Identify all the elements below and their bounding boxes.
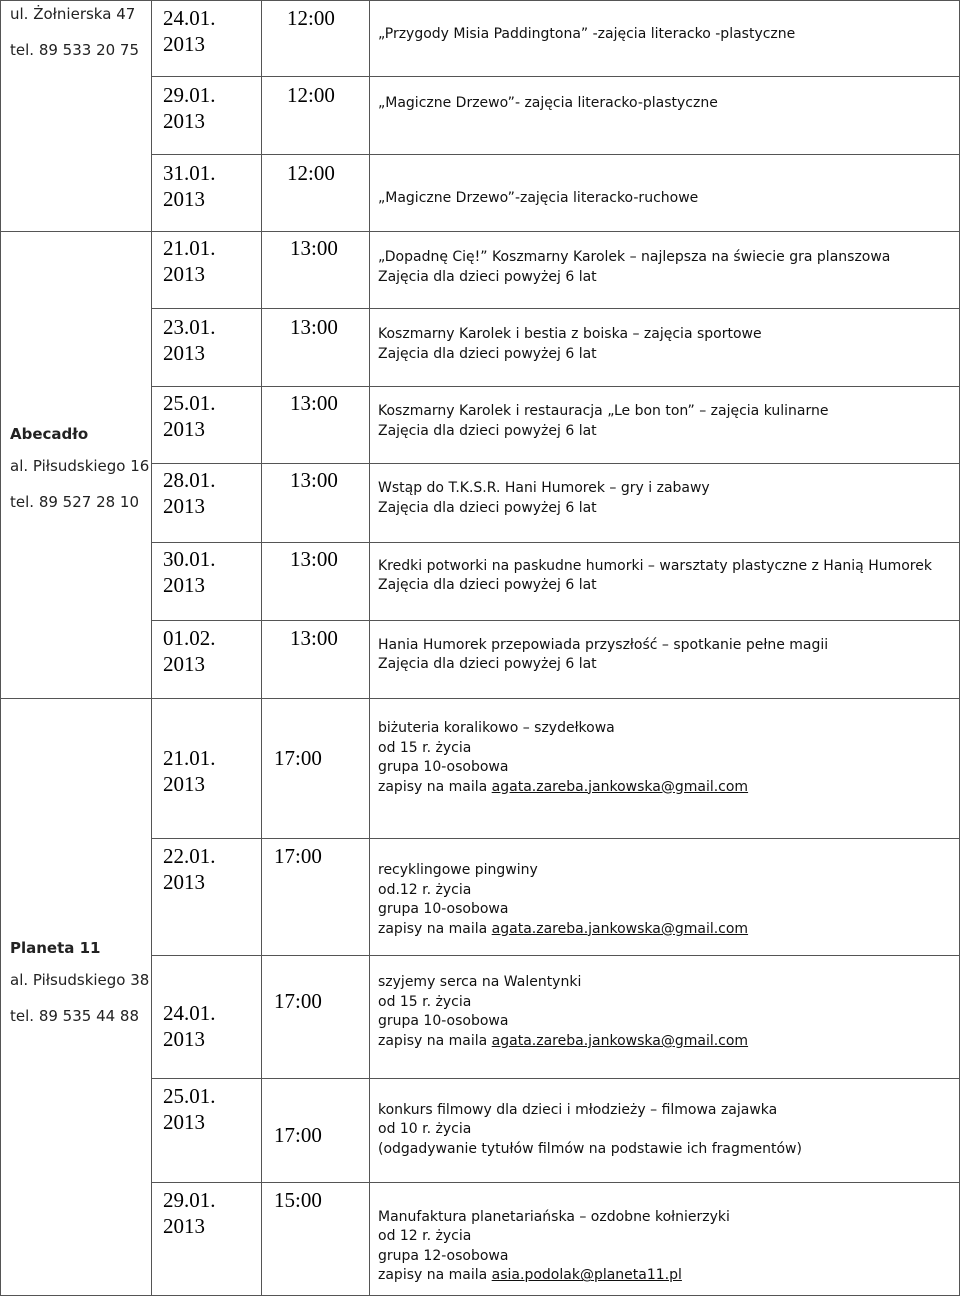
date-wrap xyxy=(163,621,261,677)
date-cell xyxy=(152,77,262,154)
description-cell xyxy=(370,154,960,231)
signup-line xyxy=(378,778,959,798)
event-time: 12:00 xyxy=(287,83,335,108)
event-time: 15:00 xyxy=(274,1187,322,1212)
event-year: 2013 xyxy=(163,1027,205,1052)
time-cell xyxy=(262,232,370,309)
date-wrap xyxy=(163,699,261,797)
signup-prefix: zapisy na maila xyxy=(378,1267,492,1284)
description-cell xyxy=(370,1078,960,1182)
date-cell xyxy=(152,1182,262,1295)
venue-phone: tel. 89 527 28 10 xyxy=(10,493,140,511)
description-line: szyjemy serca na Walentynki xyxy=(378,974,582,991)
description-line: Zajęcia dla dzieci powyżej 6 lat xyxy=(378,268,597,285)
venue-name: Abecadło xyxy=(10,425,89,443)
description-line: Manufaktura planetariańska – ozdobne kołnierzyki xyxy=(378,1208,730,1225)
event-description xyxy=(378,1183,959,1286)
description-cell xyxy=(370,77,960,154)
signup-prefix: zapisy na maila xyxy=(378,1032,492,1049)
description-line: recyklingowe pingwiny xyxy=(378,862,538,879)
time-cell xyxy=(262,956,370,1078)
time-cell xyxy=(262,1078,370,1182)
event-date: 21.01. xyxy=(163,746,216,770)
venue-text xyxy=(10,425,149,511)
event-description xyxy=(378,309,959,364)
event-description xyxy=(378,621,959,675)
description-line: grupa 10-osobowa xyxy=(378,901,509,918)
event-year: 2013 xyxy=(163,772,205,796)
venue-address: al. Piłsudskiego 38 xyxy=(10,971,150,989)
email-link[interactable]: agata.zareba.jankowska@gmail.com xyxy=(491,920,749,937)
event-year: 2013 xyxy=(163,32,205,56)
description-line: grupa 10-osobowa xyxy=(378,759,509,775)
event-time: 17:00 xyxy=(274,989,322,1014)
description-line: Zajęcia dla dzieci powyżej 6 lat xyxy=(378,499,597,516)
description-line: Wstąp do T.K.S.R. Hani Humorek – gry i zabawy xyxy=(378,480,710,497)
email-link[interactable]: asia.podolak@planeta11.pl xyxy=(491,1267,682,1284)
description-cell xyxy=(370,699,960,839)
description-line: Koszmarny Karolek i restauracja „Le bon ton” – zajęcia kulinarne xyxy=(378,403,829,420)
event-description xyxy=(378,1,959,45)
description-line: grupa 12-osobowa xyxy=(378,1247,509,1264)
description-line: Zajęcia dla dzieci powyżej 6 lat xyxy=(378,656,597,673)
event-year: 2013 xyxy=(163,572,205,597)
date-cell xyxy=(152,542,262,620)
date-wrap xyxy=(163,309,261,366)
time-cell xyxy=(262,1182,370,1295)
event-year: 2013 xyxy=(163,417,205,442)
time-cell xyxy=(262,542,370,620)
event-year: 2013 xyxy=(163,262,205,286)
time-cell xyxy=(262,154,370,231)
date-cell xyxy=(152,154,262,231)
venue-name: Planeta 11 xyxy=(10,939,101,957)
venue-cell xyxy=(1,699,152,1296)
venue-cell xyxy=(1,1,152,232)
event-date: 01.02. xyxy=(163,625,216,650)
event-time: 13:00 xyxy=(290,625,338,650)
signup-line xyxy=(378,1266,959,1286)
event-date: 23.01. xyxy=(163,315,216,340)
event-date: 31.01. xyxy=(163,160,216,185)
description-cell xyxy=(370,839,960,956)
event-date: 22.01. xyxy=(163,844,216,869)
venue-text xyxy=(10,5,139,59)
date-wrap xyxy=(163,155,261,212)
description-line: Koszmarny Karolek i bestia z boiska – zajęcia sportowe xyxy=(378,326,762,343)
venue-info xyxy=(10,1,151,231)
description-line: (odgadywanie tytułów filmów na podstawie ich fragmentów) xyxy=(378,1140,802,1157)
description-cell xyxy=(370,387,960,464)
event-date: 24.01. xyxy=(163,6,216,30)
event-year: 2013 xyxy=(163,186,205,211)
signup-line xyxy=(378,920,959,940)
event-date: 28.01. xyxy=(163,468,216,493)
venue-phone: tel. 89 533 20 75 xyxy=(10,41,140,59)
email-link[interactable]: agata.zareba.jankowska@gmail.com xyxy=(491,778,749,795)
date-cell xyxy=(152,309,262,387)
description-line: grupa 10-osobowa xyxy=(378,1013,509,1030)
signup-prefix: zapisy na maila xyxy=(378,778,492,795)
date-cell xyxy=(152,839,262,956)
description-line: Zajęcia dla dzieci powyżej 6 lat xyxy=(378,345,597,362)
time-cell xyxy=(262,77,370,154)
venue-address: al. Piłsudskiego 16 xyxy=(10,457,150,475)
event-year: 2013 xyxy=(163,494,205,519)
event-time: 12:00 xyxy=(287,6,335,30)
event-year: 2013 xyxy=(163,1109,205,1134)
description-cell xyxy=(370,464,960,542)
date-cell xyxy=(152,387,262,464)
event-description xyxy=(378,956,959,1051)
description-line: „Magiczne Drzewo”- zajęcia literacko-plastyczne xyxy=(378,95,718,112)
event-description xyxy=(378,232,959,287)
date-wrap xyxy=(163,387,261,442)
event-year: 2013 xyxy=(163,870,205,895)
event-time: 17:00 xyxy=(274,746,322,770)
date-cell xyxy=(152,464,262,542)
event-description xyxy=(378,155,959,209)
date-cell xyxy=(152,1,262,77)
description-cell xyxy=(370,309,960,387)
time-cell xyxy=(262,1,370,77)
event-time: 17:00 xyxy=(274,844,322,869)
event-date: 29.01. xyxy=(163,1187,216,1212)
event-time: 13:00 xyxy=(290,391,338,416)
description-line: od 15 r. życia xyxy=(378,993,472,1010)
event-time: 17:00 xyxy=(274,1122,322,1147)
event-time: 13:00 xyxy=(290,236,338,260)
venue-info xyxy=(10,232,151,698)
venue-cell xyxy=(1,232,152,699)
description-line: od 12 r. życia xyxy=(378,1228,472,1245)
table-row xyxy=(1,699,960,839)
event-description xyxy=(378,1079,959,1160)
description-cell xyxy=(370,1182,960,1295)
time-cell xyxy=(262,620,370,698)
description-line: od.12 r. życia xyxy=(378,881,472,898)
description-line: biżuteria koralikowo – szydełkowa xyxy=(378,720,615,736)
event-description xyxy=(378,699,959,797)
event-time: 12:00 xyxy=(287,160,335,185)
event-year: 2013 xyxy=(163,1213,205,1238)
description-cell xyxy=(370,1,960,77)
date-cell xyxy=(152,232,262,309)
time-cell xyxy=(262,387,370,464)
event-time: 13:00 xyxy=(290,468,338,493)
description-line: Zajęcia dla dzieci powyżej 6 lat xyxy=(378,577,597,594)
description-line: „Magiczne Drzewo”-zajęcia literacko-ruchowe xyxy=(378,189,699,206)
date-wrap xyxy=(163,77,261,134)
event-date: 25.01. xyxy=(163,391,216,416)
time-cell xyxy=(262,464,370,542)
event-date: 29.01. xyxy=(163,83,216,108)
event-year: 2013 xyxy=(163,651,205,676)
description-line: od 10 r. życia xyxy=(378,1121,472,1138)
date-wrap xyxy=(163,1,261,57)
signup-line xyxy=(378,1032,959,1052)
event-time: 13:00 xyxy=(290,315,338,340)
date-wrap xyxy=(163,543,261,598)
email-link[interactable]: agata.zareba.jankowska@gmail.com xyxy=(491,1032,749,1049)
table-row xyxy=(1,1,960,77)
event-description xyxy=(378,77,959,114)
event-date: 25.01. xyxy=(163,1083,216,1108)
description-cell xyxy=(370,620,960,698)
date-cell xyxy=(152,1078,262,1182)
date-wrap xyxy=(163,1079,261,1135)
description-line: Kredki potworki na paskudne humorki – warsztaty plastyczne z Hanią Humorek xyxy=(378,557,932,574)
event-date: 21.01. xyxy=(163,236,216,260)
event-description xyxy=(378,839,959,939)
event-year: 2013 xyxy=(163,341,205,366)
description-line: „Dopadnę Cię!” Koszmarny Karolek – najlepsza na świecie gra planszowa xyxy=(378,249,891,265)
event-description xyxy=(378,543,959,596)
signup-prefix: zapisy na maila xyxy=(378,920,492,937)
date-cell xyxy=(152,620,262,698)
date-wrap xyxy=(163,464,261,519)
venue-text xyxy=(10,939,149,1025)
venue-address: ul. Żołnierska 47 xyxy=(10,5,136,23)
event-description xyxy=(378,387,959,441)
venue-info xyxy=(10,699,151,1295)
date-wrap xyxy=(163,232,261,287)
date-wrap xyxy=(163,839,261,895)
date-wrap xyxy=(163,956,261,1052)
description-cell xyxy=(370,956,960,1078)
description-cell xyxy=(370,542,960,620)
description-line: „Przygody Misia Paddingtona” -zajęcia literacko -plastyczne xyxy=(378,26,796,42)
date-wrap xyxy=(163,1183,261,1239)
table-row xyxy=(1,232,960,309)
event-date: 24.01. xyxy=(163,1001,216,1026)
description-line: konkurs filmowy dla dzieci i młodzieży – filmowa zajawka xyxy=(378,1101,778,1118)
time-cell xyxy=(262,839,370,956)
event-date: 30.01. xyxy=(163,546,216,571)
date-cell xyxy=(152,956,262,1078)
event-description xyxy=(378,464,959,518)
description-cell xyxy=(370,232,960,309)
event-year: 2013 xyxy=(163,109,205,134)
time-cell xyxy=(262,699,370,839)
description-line: od 15 r. życia xyxy=(378,739,472,756)
event-time: 13:00 xyxy=(290,546,338,571)
time-cell xyxy=(262,309,370,387)
description-line: Zajęcia dla dzieci powyżej 6 lat xyxy=(378,422,597,439)
date-cell xyxy=(152,699,262,839)
venue-phone: tel. 89 535 44 88 xyxy=(10,1007,140,1025)
description-line: Hania Humorek przepowiada przyszłość – spotkanie pełne magii xyxy=(378,636,829,653)
